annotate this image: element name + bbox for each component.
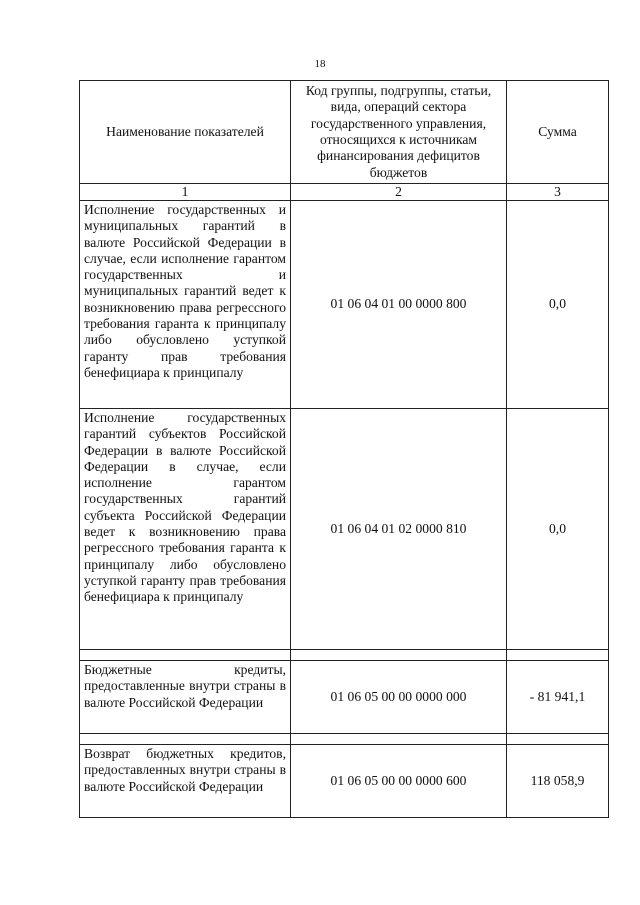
- row-name: [80, 661, 291, 734]
- row-code: 01 06 05 00 00 0000 600: [291, 745, 507, 818]
- row-separator: [80, 650, 609, 661]
- header-name: Наименование показателей: [80, 81, 291, 184]
- row-code: 01 06 04 01 02 0000 810: [291, 409, 507, 650]
- row-sum: 118 058,9: [507, 745, 609, 818]
- column-number-3: 3: [507, 184, 609, 201]
- column-number-2: 2: [291, 184, 507, 201]
- row-sum: 0,0: [507, 409, 609, 650]
- header-sum: Сумма: [507, 81, 609, 184]
- table-row: [80, 745, 609, 818]
- row-separator-cell: [291, 650, 507, 661]
- table-row: [80, 661, 609, 734]
- page-number: 18: [314, 58, 326, 70]
- row-separator-cell: [80, 650, 291, 661]
- row-sum: - 81 941,1: [507, 661, 609, 734]
- row-name-text: Исполнение государственных гарантий субъектов Российской Федерации в валюте Российской Федерации в случае, если исполнение гарантом государственных гарантий субъекта Российской Федерации ведет к возникновению права регрессного требования гаранта к принципалу либо обусловлено уступкой гаранту прав требования бенефициара к принципалу: [84, 410, 286, 605]
- row-separator-cell: [291, 734, 507, 745]
- row-separator-cell: [80, 734, 291, 745]
- row-separator-cell: [507, 650, 609, 661]
- row-name-text: Возврат бюджетных кредитов, предоставленных внутри страны в валюте Российской Федерации: [84, 746, 286, 794]
- row-separator-cell: [507, 734, 609, 745]
- column-numbers-row: [80, 184, 609, 201]
- row-code: 01 06 04 01 00 0000 800: [291, 201, 507, 409]
- column-number-1: 1: [80, 184, 291, 201]
- table-row: [80, 201, 609, 409]
- row-name: [80, 745, 291, 818]
- row-code: 01 06 05 00 00 0000 000: [291, 661, 507, 734]
- header-code: Код группы, подгруппы, статьи, вида, операций сектора государственного управления, относящихся к источникам финансирования дефицитов бюджетов: [291, 81, 507, 184]
- row-name-text: Бюджетные кредиты, предоставленные внутри страны в валюте Российской Федерации: [84, 662, 286, 710]
- row-sum: 0,0: [507, 201, 609, 409]
- table-row: [80, 409, 609, 650]
- row-separator: [80, 734, 609, 745]
- row-name: [80, 201, 291, 409]
- row-name-text: Исполнение государственных и муниципальных гарантий в валюте Российской Федерации в случае, если исполнение гарантом государственных и муниципальных гарантий ведет к возникновению права регрессного требования гаранта к принципалу либо обусловлено уступкой гаранту прав требования бенефициара к принципалу: [84, 202, 286, 380]
- header-row: [80, 81, 609, 184]
- row-name: [80, 409, 291, 650]
- financing-sources-table: [79, 80, 609, 818]
